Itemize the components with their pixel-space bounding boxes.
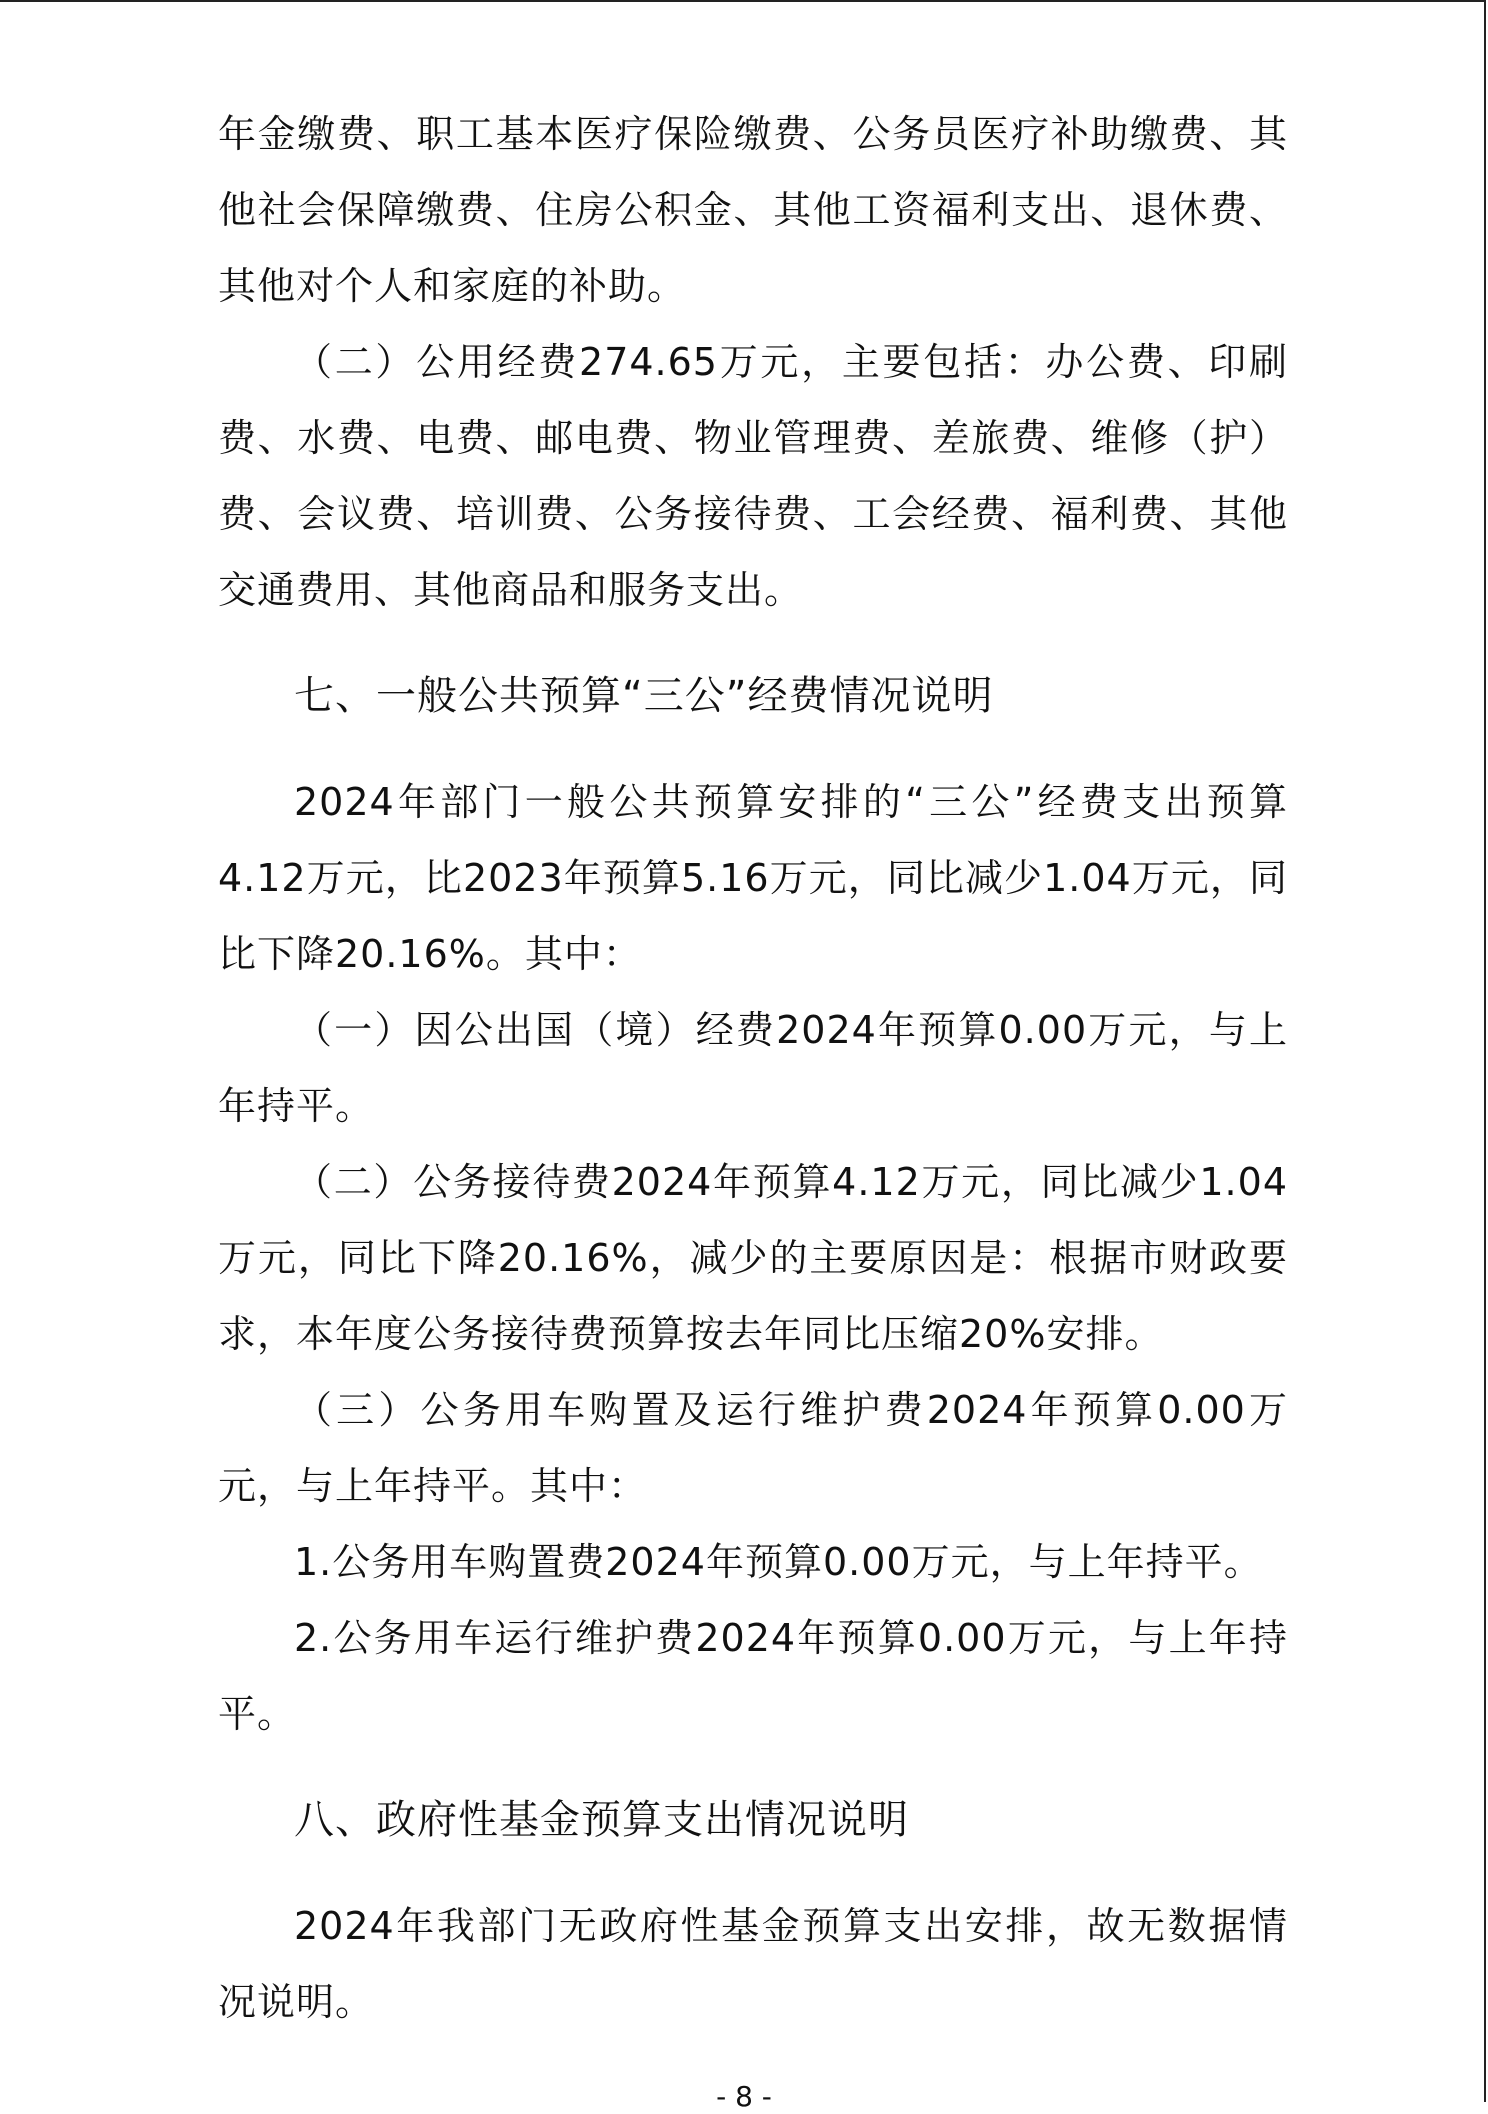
section-7-item-2: （二）公务接待费2024年预算4.12万元，同比减少1.04万元，同比下降20.16%，减少的主要原因是：根据市财政要求，本年度公务接待费预算按去年同比压缩20%安排。 — [218, 1160, 1288, 1356]
section-7-sub-1: 1.公务用车购置费2024年预算0.00万元，与上年持平。 — [294, 1540, 1263, 1584]
section-7-item-1: （一）因公出国（境）经费2024年预算0.00万元，与上年持平。 — [218, 1008, 1288, 1128]
section-7-intro: 2024年部门一般公共预算安排的“三公”经费支出预算4.12万元，比2023年预算5.16万元，同比减少1.04万元，同比下降20.16%。其中： — [218, 780, 1288, 976]
document-body — [218, 96, 1288, 2040]
paragraph-continuation: 年金缴费、职工基本医疗保险缴费、公务员医疗补助缴费、其他社会保障缴费、住房公积金、其他工资福利支出、退休费、其他对个人和家庭的补助。 — [218, 112, 1288, 308]
section-8-body: 2024年我部门无政府性基金预算支出安排，故无数据情况说明。 — [218, 1904, 1288, 2024]
section-7-heading: 七、一般公共预算“三公”经费情况说明 — [294, 673, 994, 719]
page-number: - 8 - — [716, 2080, 772, 2113]
section-7-item-3: （三）公务用车购置及运行维护费2024年预算0.00万元，与上年持平。其中： — [218, 1388, 1288, 1508]
section-8-heading: 八、政府性基金预算支出情况说明 — [294, 1797, 909, 1843]
section-7-sub-2: 2.公务用车运行维护费2024年预算0.00万元，与上年持平。 — [218, 1616, 1288, 1736]
paragraph-public-funds: （二）公用经费274.65万元，主要包括：办公费、印刷费、水费、电费、邮电费、物业管理费、差旅费、维修（护）费、会议费、培训费、公务接待费、工会经费、福利费、其他交通费用、其他商品和服务支出。 — [218, 340, 1288, 612]
